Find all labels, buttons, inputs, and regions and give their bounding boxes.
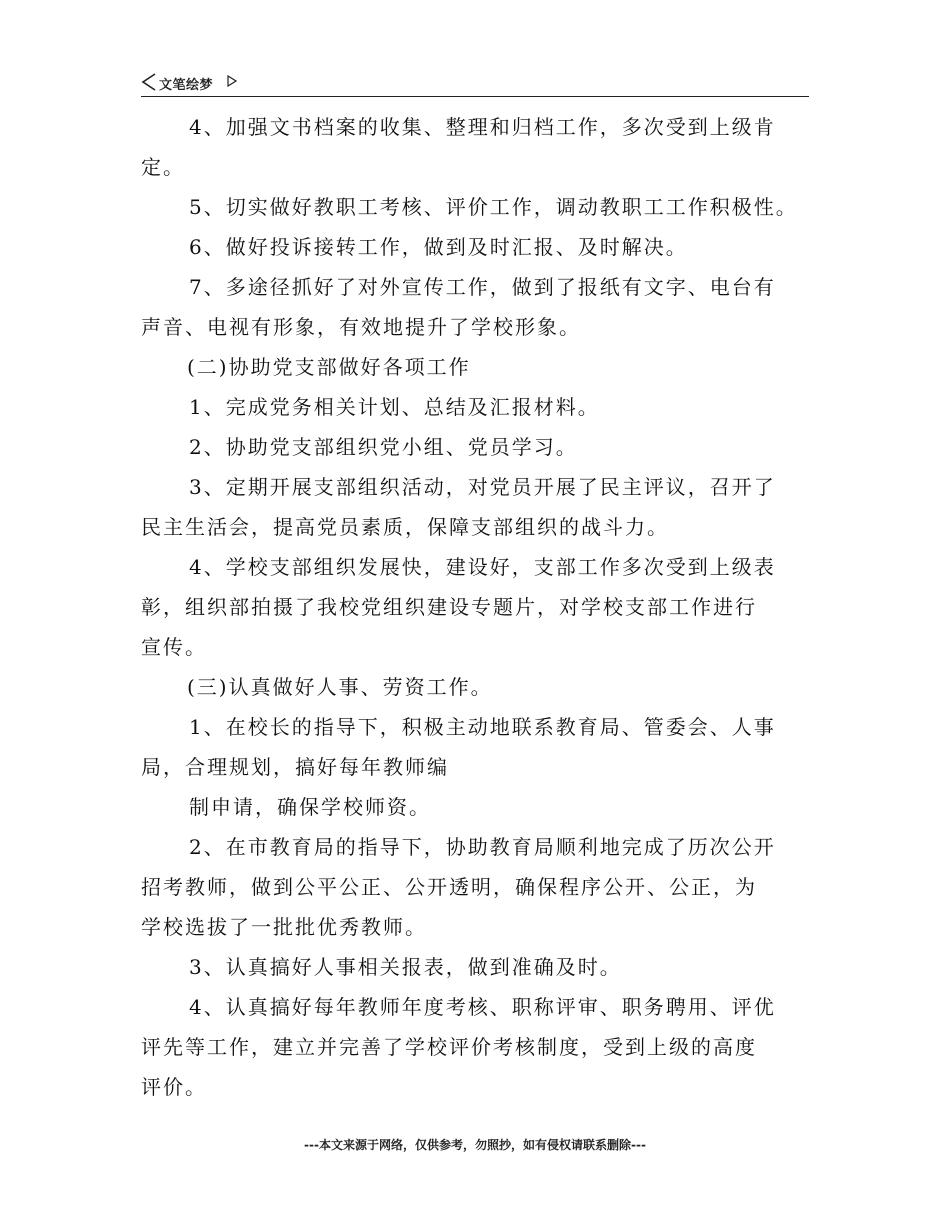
paragraph-line: 1、完成党务相关计划、总结及汇报材料。 xyxy=(189,395,600,419)
triangle-right-outline-icon xyxy=(227,75,237,87)
footer-notice: ---本文来源于网络，仅供参考，勿照抄，如有侵权请联系删除--- xyxy=(304,1138,646,1152)
paragraph-line: 2、协助党支部组织党小组、党员学习。 xyxy=(189,435,578,459)
paragraph-line: 局，合理规划，搞好每年教师编 xyxy=(141,755,449,779)
paragraph-line: 4、加强文书档案的收集、整理和归档工作，多次受到上级肯 xyxy=(189,115,776,139)
section-heading: (二)协助党支部做好各项工作 xyxy=(187,355,471,379)
paragraph-line: 招考教师，做到公平公正、公开透明，确保程序公开、公正，为 xyxy=(141,875,757,899)
paragraph-line: 彰，组织部拍摄了我校党组织建设专题片，对学校支部工作进行 xyxy=(141,595,757,619)
paragraph-line: 3、定期开展支部组织活动，对党员开展了民主评议，召开了 xyxy=(189,475,776,499)
paragraph-line: 宣传。 xyxy=(141,635,207,659)
paragraph-line: 评先等工作，建立并完善了学校评价考核制度，受到上级的高度 xyxy=(141,1035,757,1059)
paragraph-line: 学校选拔了一批批优秀教师。 xyxy=(141,915,427,939)
page-header xyxy=(141,72,809,97)
triangle-left-outline-icon xyxy=(141,73,157,91)
paragraph-line: 评价。 xyxy=(141,1075,207,1099)
paragraph-line: 2、在市教育局的指导下，协助教育局顺利地完成了历次公开 xyxy=(189,835,776,859)
paragraph-line: 民主生活会，提高党员素质，保障支部组织的战斗力。 xyxy=(141,515,669,539)
section-heading: (三)认真做好人事、劳资工作。 xyxy=(187,675,493,699)
paragraph-line: 定。 xyxy=(141,155,185,179)
paragraph-line: 3、认真搞好人事相关报表，做到准确及时。 xyxy=(189,955,622,979)
paragraph-line: 4、认真搞好每年教师年度考核、职称评审、职务聘用、评优 xyxy=(189,995,776,1019)
paragraph-line: 5、切实做好教职工考核、评价工作，调动教职工工作积极性。 xyxy=(189,195,798,219)
paragraph-line: 6、做好投诉接转工作，做到及时汇报、及时解决。 xyxy=(189,235,688,259)
paragraph-line: 制申请，确保学校师资。 xyxy=(189,795,431,819)
paragraph-line: 声音、电视有形象，有效地提升了学校形象。 xyxy=(141,315,581,339)
paragraph-line: 4、学校支部组织发展快，建设好，支部工作多次受到上级表 xyxy=(189,555,776,579)
paragraph-line: 1、在校长的指导下，积极主动地联系教育局、管委会、人事 xyxy=(189,715,776,739)
header-title: 文笔绘梦 xyxy=(159,78,214,93)
paragraph-line: 7、多途径抓好了对外宣传工作，做到了报纸有文字、电台有 xyxy=(189,275,776,299)
